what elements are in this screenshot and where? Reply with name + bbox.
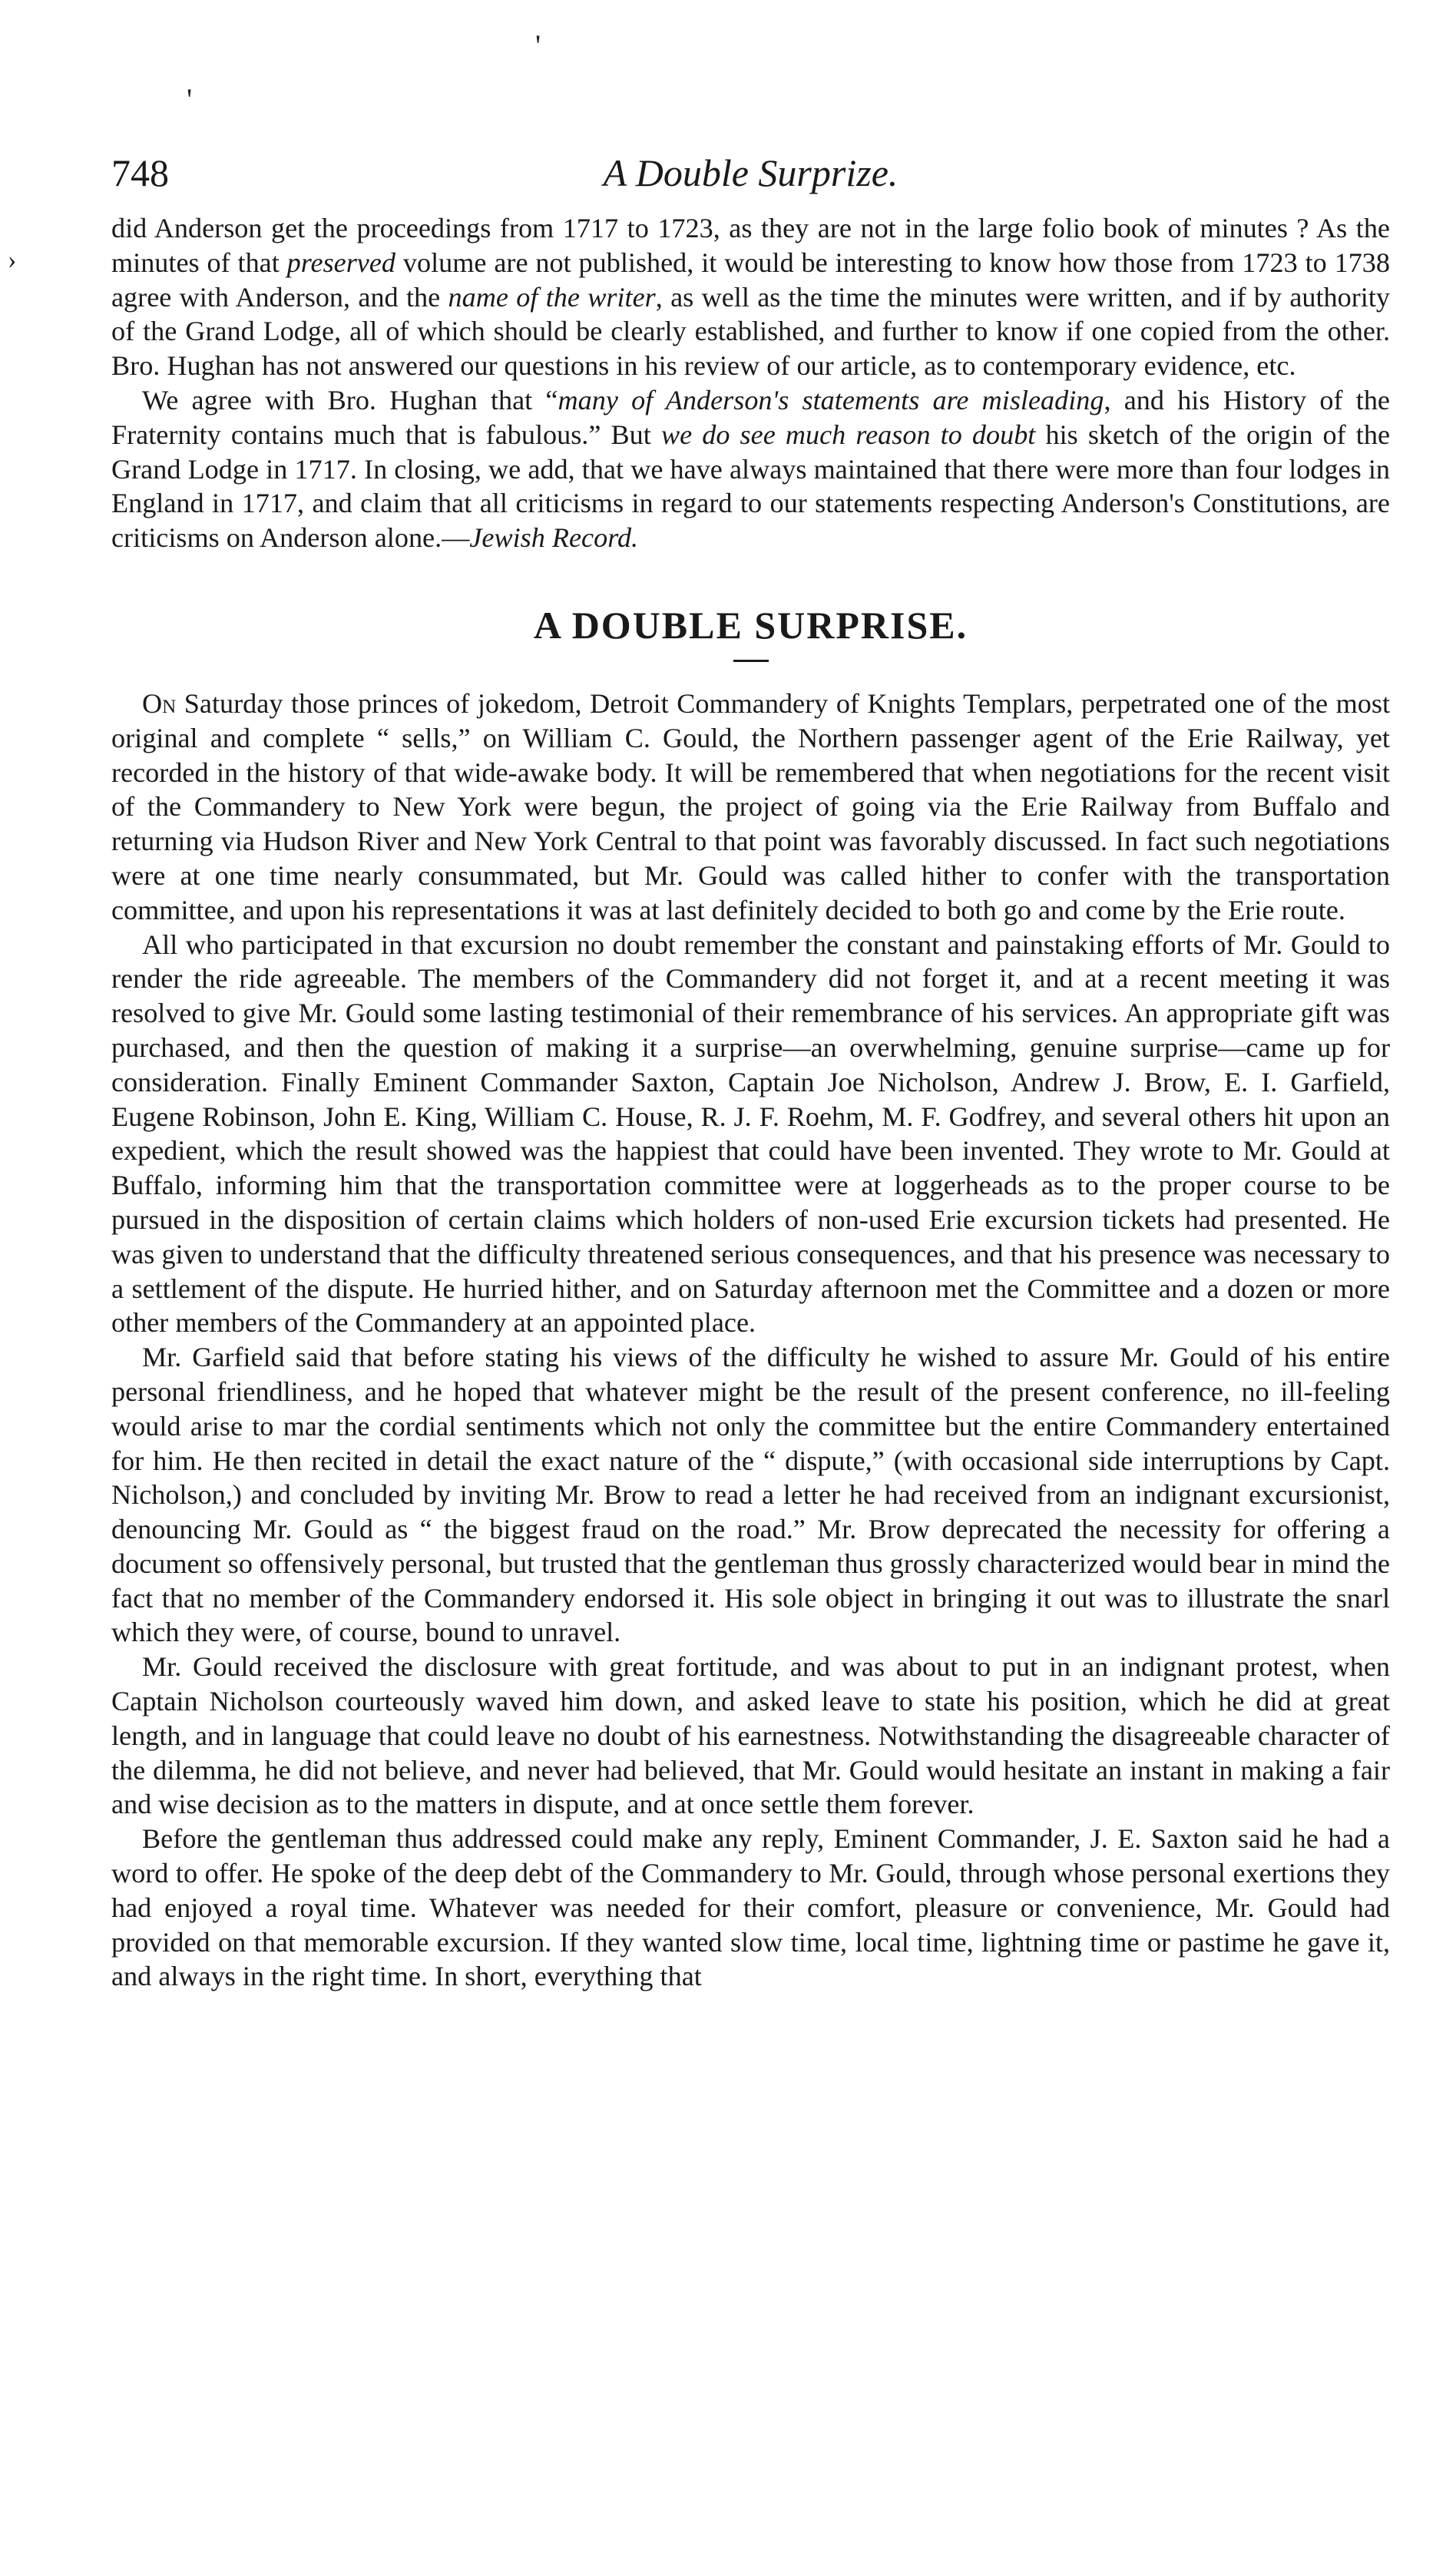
- paragraph: Mr. Garfield said that before stating his views of the difficulty he wished to assure Mr. Gould of his entire personal friendliness, and he hoped that whatever might be the result of the present conference, no ill-feeling would arise to mar the cordial sentiments which not only the committee but the entire Commandery entertained for him. He then recited in detail the exact nature of the “ dispute,” (with occasional side interruptions by Capt. Nicholson,) and concluded by inviting Mr. Brow to read a letter he had received from an indignant excursionist, denouncing Mr. Gould as “ the biggest fraud on the road.” Mr. Brow deprecated the necessity for offering a document so offensively personal, but trusted that the gentleman thus grossly characterized would bear in mind the fact that no member of the Commandery endorsed it. His sole object in bringing it out was to illustrate the snarl which they were, of course, bound to unravel.: [111, 1342, 1390, 1648]
- title-rule: [733, 660, 769, 662]
- paragraph: Before the gentleman thus addressed could make any reply, Eminent Commander, J. E. Saxton said he had a word to offer. He spoke of the deep debt of the Commandery to Mr. Gould, through whose personal exertions they had enjoyed a royal time. Whatever was needed for their comfort, pleasure or convenience, Mr. Gould had provided on that memorable excursion. If they wanted slow time, local time, lightning time or pastime he gave it, and always in the right time. In short, everything that: [111, 1823, 1390, 1992]
- running-title: A Double Surprize.: [603, 151, 898, 194]
- stray-mark-left: ': [187, 82, 193, 117]
- book-page: [111, 123, 1390, 1994]
- paragraph: We agree with Bro. Hughan that “many of Anderson's statements are misleading, and his History of the Fraternity contains much that is fabulous.” But we do see much reason to doubt his sketch of the origin of the Grand Lodge in 1717. In closing, we add, that we have always maintained that there were more than four lodges in England in 1717, and claim that all criticisms in regard to our statements respecting Anderson's Constitutions, are criticisms on Anderson alone.—Jewish Record.: [111, 384, 1391, 554]
- paragraph: did Anderson get the proceedings from 1717 to 1723, as they are not in the large folio book of minutes ? As the minutes of that preserved volume are not published, it would be interesting to know how those from 1723 to 1738 agree with Anderson, and the name of the writer, as well as the time the minutes were written, and if by authority of the Grand Lodge, all of which should be clearly established, and further to know if one copied from the other. Bro. Hughan has not answered our questions in his review of our article, as to contemporary evidence, etc.: [111, 213, 1390, 382]
- stray-mark-top: ': [535, 28, 541, 63]
- paragraph: Mr. Gould received the disclosure with great fortitude, and was about to put in an indignant protest, when Captain Nicholson courteously waved him down, and asked leave to state his position, which he did at great length, and in language that could leave no doubt of his earnestness. Notwithstanding the disagreeable character of the dilemma, he did not believe, and never had believed, that Mr. Gould would hesitate an instant in making a fair and wise decision as to the matters in dispute, and at once settle them forever.: [111, 1651, 1390, 1820]
- previous-article-ending: [111, 211, 1390, 555]
- article-title: A DOUBLE SURPRISE.: [533, 603, 968, 647]
- paragraph: On Saturday those princes of jokedom, Detroit Commandery of Knights Templars, perpetrated one of the most original and complete “ sells,” on William C. Gould, the Northern passenger agent of the Erie Railway, yet recorded in the history of that wide-awake body. It will be remembered that when negotiations for the recent visit of the Commandery to New York were begun, the project of going via the Erie Railway from Buffalo and returning via Hudson River and New York Central to that point was favorably discussed. In fact such negotiations were at one time nearly consummated, but Mr. Gould was called hither to confer with the transportation committee, and upon his representations it was at last definitely decided to both go and come by the Erie route.: [111, 687, 1390, 925]
- margin-mark: ›: [8, 246, 17, 274]
- source-citation: Jewish Record.: [469, 522, 639, 554]
- article-body: [111, 687, 1390, 1994]
- page-number: 748: [111, 151, 169, 194]
- lead-word: On: [142, 687, 177, 719]
- paragraph: All who participated in that excursion no doubt remember the constant and painstaking efforts of Mr. Gould to render the ride agreeable. The members of the Commandery did not forget it, and at a recent meeting it was resolved to give Mr. Gould some lasting testimonial of their remembrance of his services. An appropriate gift was purchased, and then the question of making it a surprise—an overwhelming, genuine surprise—came up for consideration. Finally Eminent Commander Saxton, Captain Joe Nicholson, Andrew J. Brow, E. I. Garfield, Eugene Robinson, John E. King, William C. House, R. J. F. Roehm, M. F. Godfrey, and several others hit upon an expedient, which the result showed was the happiest that could have been invented. They wrote to Mr. Gould at Buffalo, informing him that the transportation committee were at loggerheads as to the proper course to be pursued in the disposition of certain claims which holders of non-used Erie excursion tickets had presented. He was given to understand that the difficulty threatened serious consequences, and that his presence was necessary to a settlement of the dispute. He hurried hither, and on Saturday afternoon met the Committee and a dozen or more other members of the Commandery at an appointed place.: [111, 929, 1390, 1339]
- running-head: [111, 151, 1390, 211]
